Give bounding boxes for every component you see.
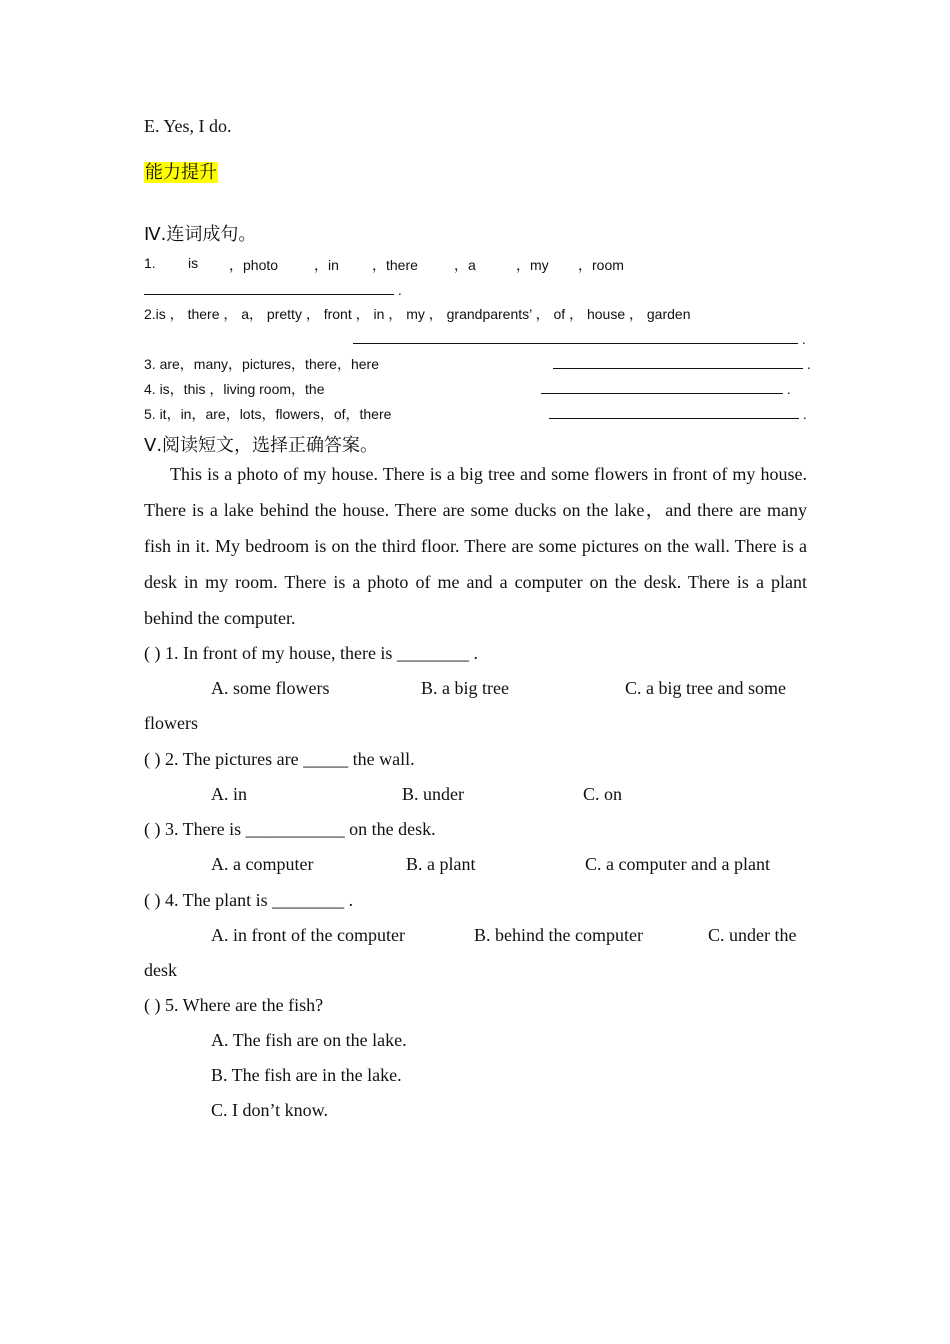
q4-option-a[interactable]: A. in front of the computer bbox=[211, 925, 405, 945]
q4-answer-line[interactable] bbox=[541, 379, 791, 397]
section-5-title: Ⅴ.阅读短文，选择正确答案。 bbox=[144, 435, 379, 456]
q3-option-a[interactable]: A. a computer bbox=[211, 854, 314, 874]
q2-option-b[interactable]: B. under bbox=[402, 784, 464, 804]
highlight-text: 能力提升 bbox=[145, 162, 217, 183]
q1-number: 1. bbox=[144, 255, 156, 271]
q4-option-b[interactable]: B. behind the computer bbox=[474, 925, 643, 945]
q1-option-a[interactable]: A. some flowers bbox=[211, 678, 330, 698]
q1-answer-line[interactable] bbox=[144, 280, 402, 298]
q1-word: ，in bbox=[314, 257, 339, 273]
q3-answer-line[interactable] bbox=[553, 354, 811, 372]
q1-word: ，room bbox=[578, 257, 624, 273]
section-4-title: Ⅳ.连词成句。 bbox=[144, 224, 257, 245]
question-1-stem: ( ) 1. In front of my house, there is ________ . bbox=[144, 643, 478, 663]
answer-blank[interactable] bbox=[353, 329, 798, 344]
question-3-stem: ( ) 3. There is ___________ on the desk. bbox=[144, 819, 436, 839]
answer-blank[interactable] bbox=[144, 280, 394, 295]
q3-period: . bbox=[806, 356, 811, 372]
q1-word: ，my bbox=[516, 257, 549, 273]
q5-answer-line[interactable] bbox=[549, 404, 807, 422]
q1-option-b[interactable]: B. a big tree bbox=[421, 678, 509, 698]
q4-option-c-wrap: desk bbox=[144, 960, 177, 980]
q4-words-row: 4. is，this ，living room，the bbox=[144, 381, 325, 397]
q2-answer-line[interactable] bbox=[353, 329, 806, 347]
reading-passage bbox=[144, 456, 807, 636]
q1-words-row bbox=[144, 255, 664, 275]
q1-word: ，a bbox=[454, 257, 476, 273]
q3-option-b[interactable]: B. a plant bbox=[406, 854, 476, 874]
q5-period: . bbox=[802, 406, 807, 422]
answer-blank[interactable] bbox=[553, 354, 803, 369]
passage-text: This is a photo of my house. There is a big tree and some flowers in front of my house. There is a lake behind the house. There are some ducks on the lake，and there are many fish in it. My bedroom is on the third floor. There are some pictures on the wall. There is a desk in my room. There is a photo of me and a computer on the desk. There is a plant behind the computer. bbox=[144, 464, 807, 628]
question-5-stem: ( ) 5. Where are the fish? bbox=[144, 995, 324, 1015]
q1-word: ，there bbox=[372, 257, 418, 273]
q2-option-a[interactable]: A. in bbox=[211, 784, 247, 804]
q1-option-c-wrap: flowers bbox=[144, 713, 198, 733]
q4-option-c[interactable]: C. under the bbox=[708, 925, 797, 945]
question-2-stem: ( ) 2. The pictures are _____ the wall. bbox=[144, 749, 415, 769]
q1-word: is bbox=[188, 255, 199, 271]
q3-words-row: 3. are，many，pictures，there，here bbox=[144, 356, 379, 372]
answer-blank[interactable] bbox=[549, 404, 799, 419]
question-4-stem: ( ) 4. The plant is ________ . bbox=[144, 890, 354, 910]
q4-period: . bbox=[786, 381, 791, 397]
q2-period: . bbox=[801, 331, 806, 347]
answer-blank[interactable] bbox=[541, 379, 783, 394]
q2-option-c[interactable]: C. on bbox=[583, 784, 623, 804]
q1-word: ，photo bbox=[229, 257, 279, 273]
q3-option-c[interactable]: C. a computer and a plant bbox=[585, 854, 770, 874]
q2-words-row: 2.is ， there ， a， pretty ， front ， in ， my ， grandparents’ ， of ， house ， garden bbox=[144, 306, 691, 322]
section-highlight-label bbox=[144, 158, 218, 184]
q5-option-b[interactable]: B. The fish are in the lake. bbox=[211, 1065, 402, 1085]
q5-option-c[interactable]: C. I don’t know. bbox=[211, 1100, 328, 1120]
q1-period: . bbox=[397, 282, 402, 298]
q5-option-a[interactable]: A. The fish are on the lake. bbox=[211, 1030, 407, 1050]
option-e-text: E. Yes, I do. bbox=[144, 116, 232, 136]
q1-option-c[interactable]: C. a big tree and some bbox=[625, 678, 786, 698]
q5-words-row: 5. it，in，are，lots，flowers，of，there bbox=[144, 406, 392, 422]
